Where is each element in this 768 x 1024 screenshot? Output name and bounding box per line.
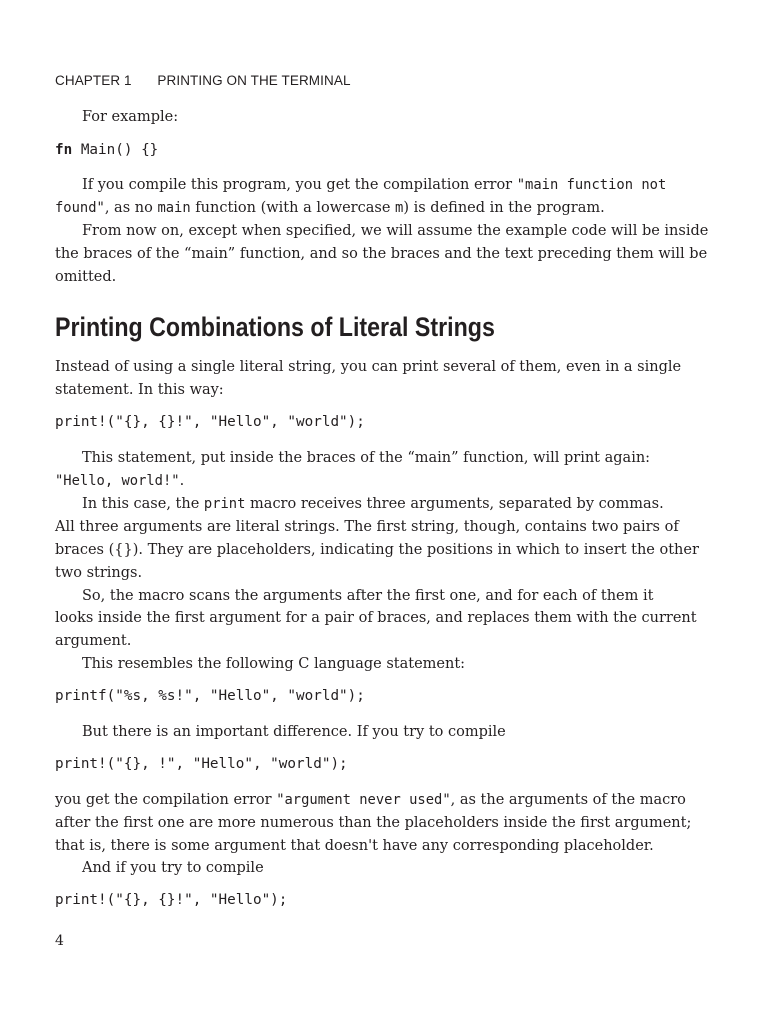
text-span: .: [179, 473, 185, 489]
paragraph-so-line-3: argument.: [55, 633, 132, 649]
code-rest: Main() {}: [72, 142, 159, 158]
text-span: you get the compilation error: [55, 792, 277, 808]
inline-code: main: [157, 200, 191, 216]
inline-code: print: [203, 496, 246, 512]
paragraph-instead-line-1: Instead of using a single literal string, you can print several of them, even in a single: [55, 359, 682, 375]
paragraph-from-now-line-3: omitted.: [55, 269, 117, 285]
paragraph-and-if: And if you try to compile: [82, 860, 264, 876]
code-block-printf: printf("%s, %s!", "Hello", "world");: [55, 688, 365, 704]
paragraph-in-case-line-4: two strings.: [55, 565, 143, 581]
paragraph-you-get-line-3: that is, there is some argument that doesn't have any corresponding placeholder.: [55, 838, 654, 854]
paragraph-instead-line-2: statement. In this way:: [55, 382, 224, 398]
paragraph-statement-line-2: [55, 470, 184, 493]
inline-code: found": [55, 200, 105, 216]
text-span: macro receives three arguments, separated by commas.: [245, 496, 664, 512]
inline-code: m: [395, 200, 404, 216]
paragraph-resembles: This resembles the following C language statement:: [82, 656, 466, 672]
running-header: [55, 73, 351, 88]
text-span: , as the arguments of the macro: [450, 792, 686, 808]
chapter-label: CHAPTER 1: [55, 73, 132, 88]
code-block-print-missing: print!("{}, !", "Hello", "world");: [55, 756, 348, 772]
page-number: 4: [55, 933, 64, 949]
paragraph-in-case-line-3: braces ({}). They are placeholders, indicating the positions in which to insert the other: [55, 542, 699, 558]
text-span: , as no: [104, 200, 158, 216]
code-block-print-two: print!("{}, {}!", "Hello", "world");: [55, 414, 365, 430]
paragraph-in-case-line-2: All three arguments are literal strings. The first string, though, contains two pairs of: [55, 519, 679, 535]
text-span: ) is defined in the program.: [403, 200, 605, 216]
text-span: In this case, the: [82, 496, 204, 512]
section-heading: Printing Combinations of Literal Strings: [55, 312, 495, 342]
code-keyword: fn: [55, 142, 73, 158]
inline-code: "main function not: [516, 177, 667, 193]
text-span: If you compile this program, you get the compilation error: [82, 177, 517, 193]
inline-code: "argument never used": [276, 792, 451, 808]
paragraph-from-now-line-1: From now on, except when specified, we will assume the example code will be inside: [82, 223, 709, 239]
paragraph-statement-line-1: This statement, put inside the braces of the “main” function, will print again:: [82, 450, 651, 466]
paragraph-from-now-line-2: the braces of the “main” function, and so the braces and the text preceding them will be: [55, 246, 708, 262]
paragraph-but: But there is an important difference. If you try to compile: [82, 724, 506, 740]
paragraph-you-get-line-1: [55, 789, 686, 812]
chapter-title: PRINTING ON THE TERMINAL: [157, 73, 351, 88]
paragraph-compile-line-1: [82, 174, 666, 197]
inline-code: "Hello, world!": [55, 473, 180, 489]
paragraph-for-example: For example:: [82, 109, 179, 125]
text-span: function (with a lowercase: [190, 200, 396, 216]
paragraph-so-line-2: looks inside the first argument for a pair of braces, and replaces them with the current: [55, 610, 697, 626]
paragraph-in-case-line-1: [82, 493, 664, 516]
paragraph-you-get-line-2: after the first one are more numerous than the placeholders inside the first argument;: [55, 815, 692, 831]
code-block-print-one-arg: print!("{}, {}!", "Hello");: [55, 892, 288, 908]
paragraph-compile-line-2: [55, 197, 605, 220]
paragraph-so-line-1: So, the macro scans the arguments after the first one, and for each of them it: [82, 588, 654, 604]
code-block-main: [55, 142, 158, 158]
